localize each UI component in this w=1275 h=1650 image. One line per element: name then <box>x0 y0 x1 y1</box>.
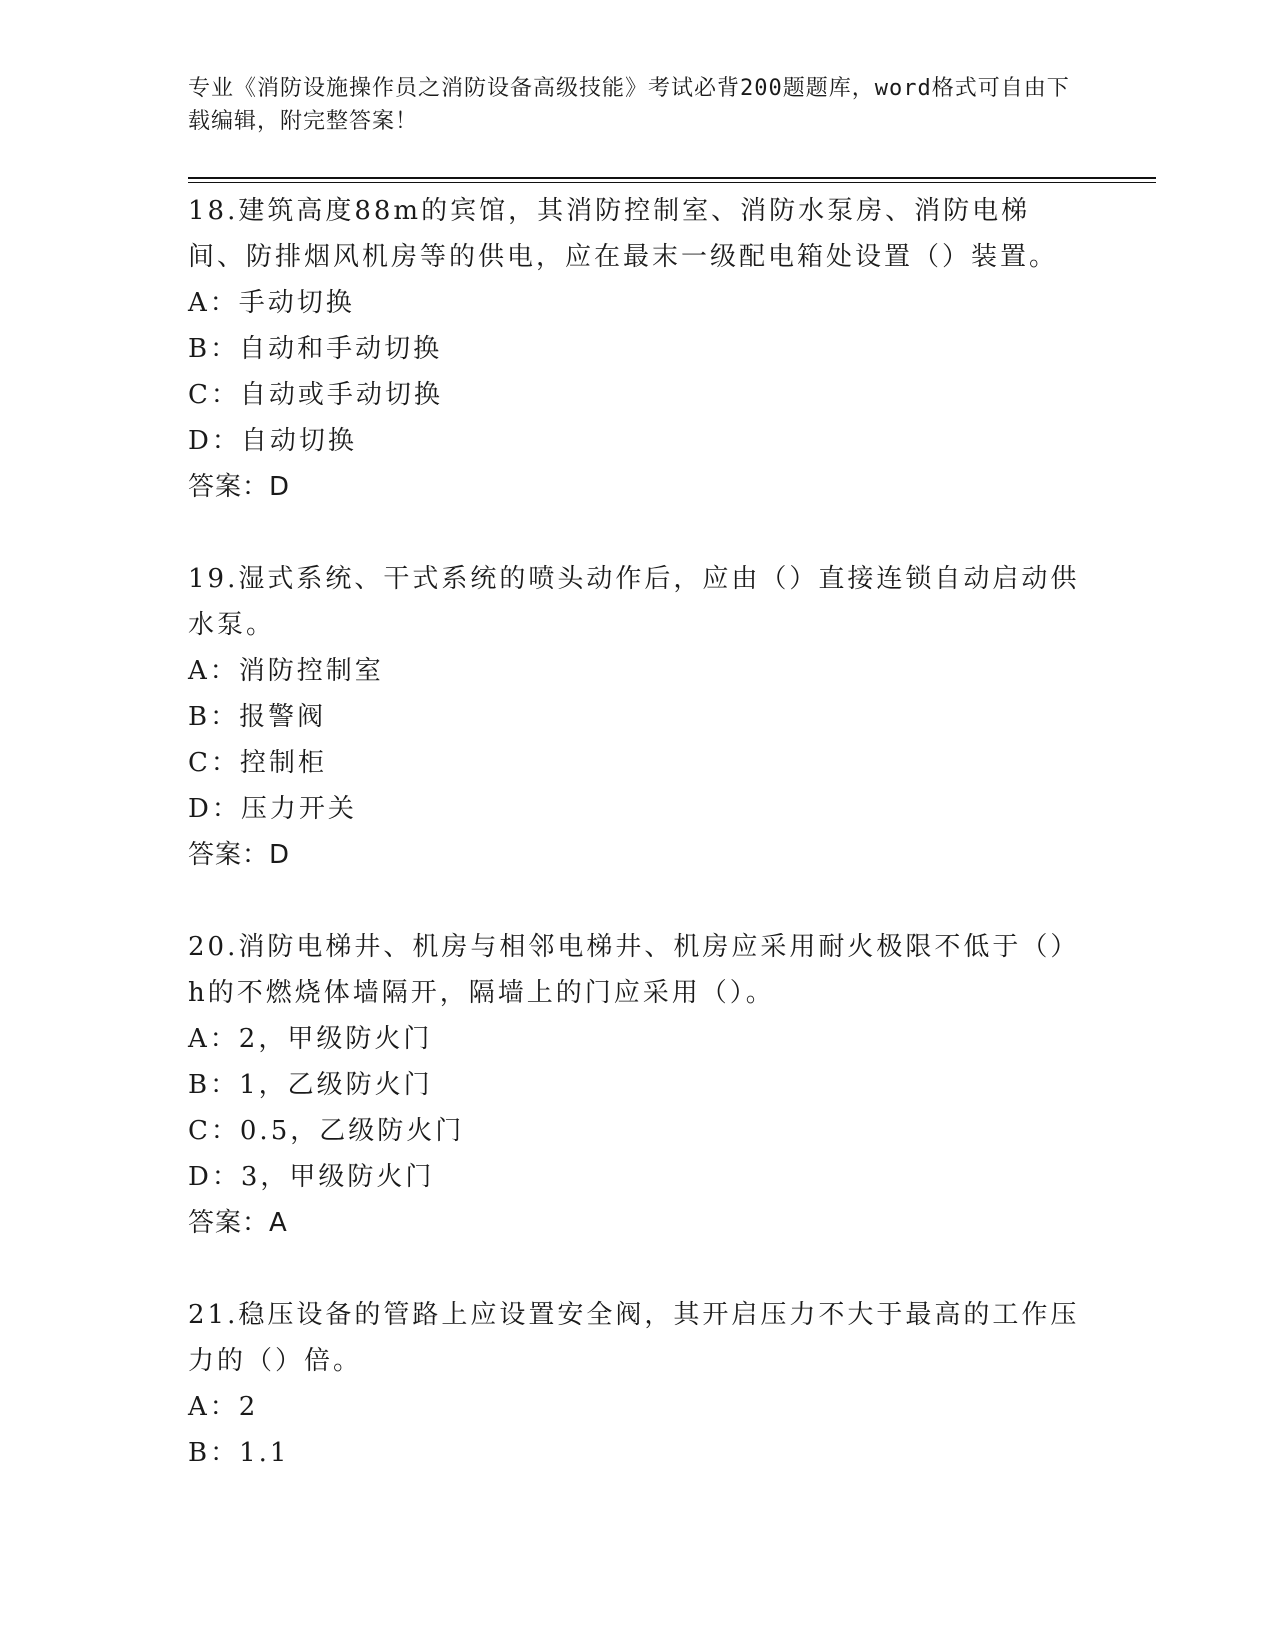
question-19 <box>188 556 1088 878</box>
option-d: D：自动切换 <box>188 426 357 456</box>
question-list <box>188 188 1088 1522</box>
option-c: C：自动或手动切换 <box>188 380 443 410</box>
question-18 <box>188 188 1088 510</box>
option-b: B：自动和手动切换 <box>188 334 443 364</box>
option-b: B：1，乙级防火门 <box>188 1070 433 1100</box>
option-d: D：3，甲级防火门 <box>188 1162 435 1192</box>
document-header: 专业《消防设施操作员之消防设备高级技能》考试必背200题题库，word格式可自由下载编辑，附完整答案！ <box>188 76 1070 134</box>
answer-line: 答案：D <box>188 472 291 502</box>
question-text: 19.湿式系统、干式系统的喷头动作后，应由（）直接连锁自动启动供水泵。 <box>188 564 1080 640</box>
header-divider-thin <box>188 182 1156 183</box>
option-b: B：1.1 <box>188 1438 290 1468</box>
question-21 <box>188 1292 1088 1476</box>
option-a: A：2，甲级防火门 <box>188 1024 433 1054</box>
option-d: D：压力开关 <box>188 794 357 824</box>
option-c: C：0.5，乙级防火门 <box>188 1116 465 1146</box>
option-a: A：2 <box>188 1392 259 1422</box>
question-text: 20.消防电梯井、机房与相邻电梯井、机房应采用耐火极限不低于（）h的不燃烧体墙隔开，隔墙上的门应采用（）。 <box>188 932 1080 1008</box>
option-a: A：消防控制室 <box>188 656 384 686</box>
question-20 <box>188 924 1088 1246</box>
question-text: 21.稳压设备的管路上应设置安全阀，其开启压力不大于最高的工作压力的（）倍。 <box>188 1300 1080 1376</box>
option-a: A：手动切换 <box>188 288 355 318</box>
answer-line: 答案：D <box>188 840 291 870</box>
question-text: 18.建筑高度88m的宾馆，其消防控制室、消防水泵房、消防电梯间、防排烟风机房等的供电，应在最末一级配电箱处设置（）装置。 <box>188 196 1059 272</box>
answer-line: 答案：A <box>188 1208 288 1238</box>
header-divider-thick <box>188 177 1156 179</box>
option-b: B：报警阀 <box>188 702 327 732</box>
option-c: C：控制柜 <box>188 748 327 778</box>
